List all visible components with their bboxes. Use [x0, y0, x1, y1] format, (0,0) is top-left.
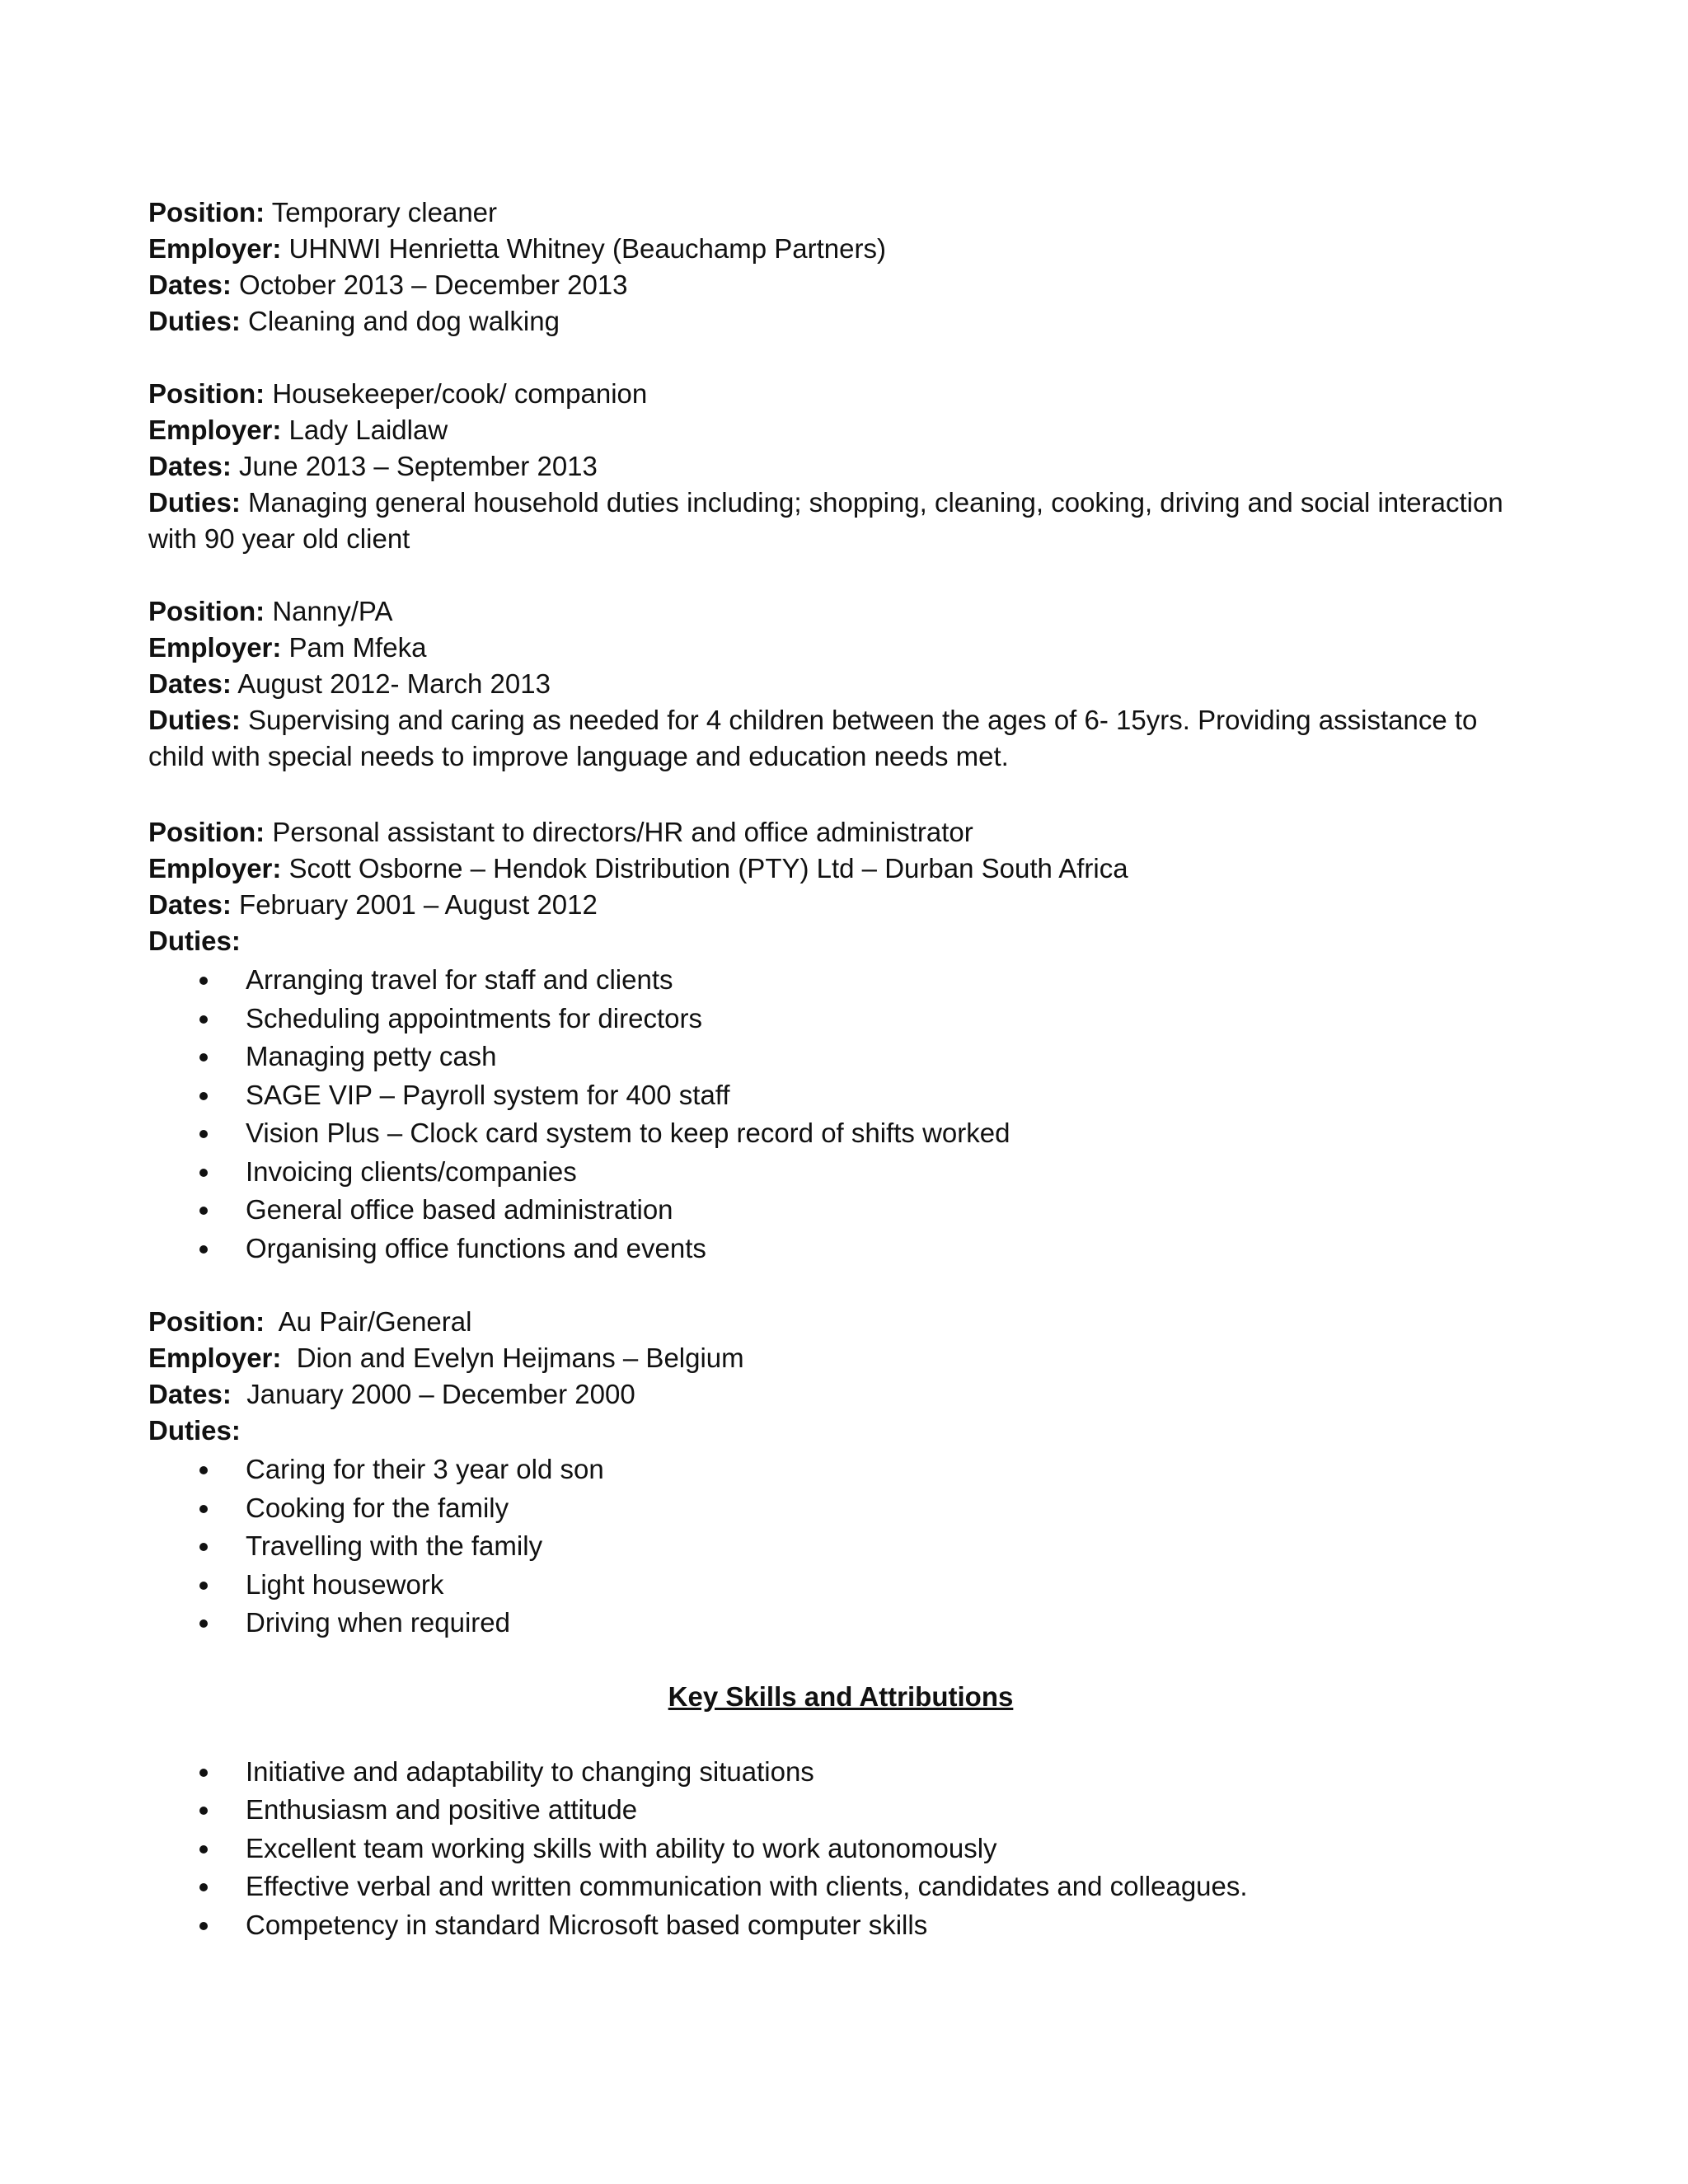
duty-text: Travelling with the family	[246, 1530, 543, 1561]
list-item	[148, 1830, 1533, 1868]
employer-value: UHNWI Henrietta Whitney (Beauchamp Partners)	[281, 233, 886, 264]
bullet-icon	[199, 1922, 208, 1930]
duty-text: General office based administration	[246, 1194, 673, 1225]
duties-line	[148, 1413, 1533, 1449]
employer-line	[148, 412, 1533, 448]
duties-label: Duties:	[148, 487, 241, 518]
position-value: Housekeeper/cook/ companion	[265, 378, 648, 409]
position-label: Position:	[148, 1306, 265, 1337]
position-value: Personal assistant to directors/HR and office administrator	[265, 817, 973, 847]
list-item	[148, 1076, 1533, 1115]
employer-value: Scott Osborne – Hendok Distribution (PTY) Ltd – Durban South Africa	[281, 853, 1128, 883]
bullet-icon	[199, 1169, 208, 1177]
duties-line	[148, 303, 1533, 340]
list-item	[148, 1604, 1533, 1643]
bullet-icon	[199, 1245, 208, 1254]
duty-text: Arranging travel for staff and clients	[246, 964, 673, 995]
position-value: Au Pair/General	[265, 1306, 472, 1337]
duties-value: Supervising and caring as needed for 4 children between the ages of 6- 15yrs. Providing assistance to child with special needs to improve language and education needs met.	[148, 705, 1485, 771]
dates-label: Dates:	[148, 889, 232, 920]
skill-text: Initiative and adaptability to changing situations	[246, 1755, 814, 1787]
position-label: Position:	[148, 197, 265, 227]
duties-list	[148, 961, 1533, 1268]
bullet-icon	[199, 1619, 208, 1628]
duty-text: Cooking for the family	[246, 1492, 509, 1523]
skill-text: Effective verbal and written communication with clients, candidates and colleagues.	[246, 1871, 1248, 1901]
skill-text: Competency in standard Microsoft based computer skills	[246, 1909, 928, 1940]
employer-line	[148, 1340, 1533, 1376]
duties-label: Duties:	[148, 306, 241, 336]
employer-label: Employer:	[148, 415, 282, 445]
duties-value: Cleaning and dog walking	[240, 306, 560, 336]
job-entry-au-pair	[148, 1304, 1533, 1643]
bullet-icon	[199, 1807, 208, 1815]
dates-value: January 2000 – December 2000	[231, 1379, 635, 1409]
bullet-icon	[199, 1883, 208, 1891]
bullet-icon	[199, 1466, 208, 1474]
list-item	[148, 1114, 1533, 1153]
employer-label: Employer:	[148, 853, 282, 883]
dates-label: Dates:	[148, 1379, 232, 1409]
employer-value: Lady Laidlaw	[281, 415, 448, 445]
employer-line	[148, 630, 1533, 666]
list-item	[148, 1753, 1533, 1792]
bullet-icon	[199, 1769, 208, 1777]
position-line	[148, 814, 1533, 851]
dates-line	[148, 448, 1533, 485]
bullet-icon	[199, 1130, 208, 1138]
duties-label: Duties:	[148, 1415, 241, 1446]
list-item	[148, 1191, 1533, 1230]
duties-list	[148, 1451, 1533, 1643]
duties-line	[148, 485, 1533, 557]
dates-label: Dates:	[148, 269, 232, 300]
duties-label: Duties:	[148, 926, 241, 956]
duty-text: Scheduling appointments for directors	[246, 1002, 702, 1033]
list-item	[148, 1038, 1533, 1076]
bullet-icon	[199, 1543, 208, 1551]
list-item	[148, 1868, 1533, 1906]
duty-text: Light housework	[246, 1568, 444, 1600]
duty-text: Organising office functions and events	[246, 1232, 706, 1263]
list-item	[148, 1230, 1533, 1268]
list-item	[148, 1451, 1533, 1489]
dates-line	[148, 267, 1533, 303]
dates-label: Dates:	[148, 451, 232, 481]
duties-label: Duties:	[148, 705, 241, 735]
dates-line	[148, 887, 1533, 923]
duty-text: Driving when required	[246, 1607, 510, 1638]
bullet-icon	[199, 977, 208, 985]
duties-line	[148, 702, 1533, 775]
duty-text: Managing petty cash	[246, 1041, 497, 1071]
position-line	[148, 1304, 1533, 1340]
list-item	[148, 1527, 1533, 1566]
bullet-icon	[199, 1092, 208, 1100]
skill-text: Excellent team working skills with ability to work autonomously	[246, 1832, 997, 1863]
employer-value: Dion and Evelyn Heijmans – Belgium	[281, 1343, 744, 1373]
employer-label: Employer:	[148, 632, 282, 663]
job-entry-housekeeper	[148, 376, 1533, 557]
dates-value: August 2012- March 2013	[231, 668, 551, 699]
employer-line	[148, 851, 1533, 887]
duties-value: Managing general household duties including; shopping, cleaning, cooking, driving and social interaction with 90 year old client	[148, 487, 1511, 554]
dates-line	[148, 1376, 1533, 1413]
list-item	[148, 1566, 1533, 1605]
position-label: Position:	[148, 596, 265, 626]
position-value: Temporary cleaner	[265, 197, 498, 227]
list-item	[148, 1000, 1533, 1038]
employer-line	[148, 231, 1533, 267]
duty-text: Caring for their 3 year old son	[246, 1454, 604, 1484]
duties-line	[148, 923, 1533, 959]
bullet-icon	[199, 1053, 208, 1062]
duty-text: SAGE VIP – Payroll system for 400 staff	[246, 1079, 730, 1110]
job-entry-personal-assistant	[148, 814, 1533, 1268]
dates-value: February 2001 – August 2012	[231, 889, 598, 920]
skills-heading: Key Skills and Attributions	[668, 1680, 1014, 1712]
position-line	[148, 376, 1533, 412]
bullet-icon	[199, 1207, 208, 1215]
duty-text: Invoicing clients/companies	[246, 1155, 577, 1187]
position-label: Position:	[148, 378, 265, 409]
dates-label: Dates:	[148, 668, 232, 699]
resume-page	[148, 194, 1533, 1944]
job-entry-nanny	[148, 593, 1533, 775]
bullet-icon	[199, 1015, 208, 1024]
employer-label: Employer:	[148, 233, 282, 264]
employer-value: Pam Mfeka	[281, 632, 427, 663]
bullet-icon	[199, 1505, 208, 1513]
list-item	[148, 961, 1533, 1000]
skill-text: Enthusiasm and positive attitude	[246, 1794, 638, 1825]
bullet-icon	[199, 1582, 208, 1590]
list-item	[148, 1906, 1533, 1945]
list-item	[148, 1489, 1533, 1528]
duty-text: Vision Plus – Clock card system to keep record of shifts worked	[246, 1118, 1010, 1148]
position-value: Nanny/PA	[265, 596, 393, 626]
list-item	[148, 1153, 1533, 1192]
position-line	[148, 593, 1533, 630]
position-label: Position:	[148, 817, 265, 847]
job-entry-temporary-cleaner	[148, 194, 1533, 340]
dates-line	[148, 666, 1533, 702]
dates-value: October 2013 – December 2013	[231, 269, 628, 300]
bullet-icon	[199, 1845, 208, 1854]
skills-list	[148, 1753, 1533, 1945]
dates-value: June 2013 – September 2013	[231, 451, 598, 481]
list-item	[148, 1791, 1533, 1830]
position-line	[148, 194, 1533, 231]
employer-label: Employer:	[148, 1343, 282, 1373]
